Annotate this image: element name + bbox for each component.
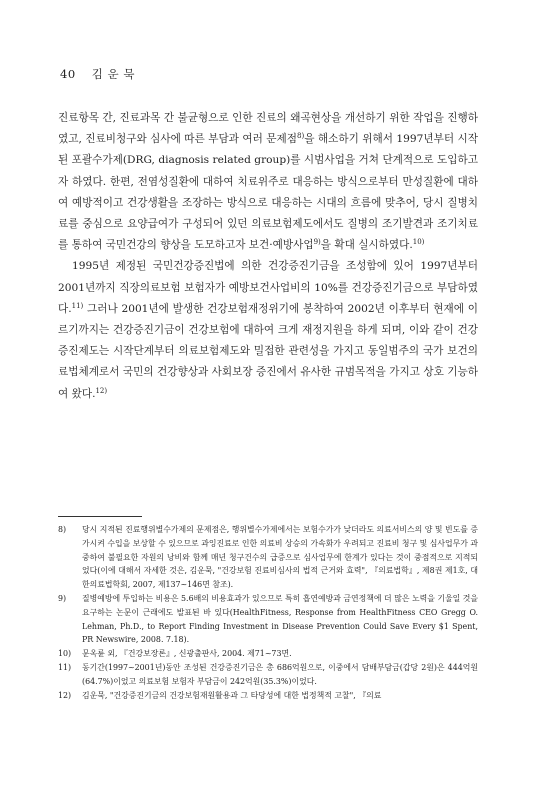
footnote-text: 당시 지적된 진료행위별수가제의 문제점은, 행위별수가제에서는 보험수가가 낮더라도 의료서비스의 양 및 빈도를 증가시켜 수입을 보상할 수 있으므로 과잉진료로 인한 의료비 상승의 가속화가 우려되고 진료비 청구 및 심사업무가 과중하여 불필요한 자원의 낭비와 함께 매년 청구건수의 급증으로 심사업무에 한계가 있다는 것이 중점적으로 지적되었다(이에 대해서 자세한 것은, 김운묵, "건강보험 진료비심사의 법적 근거와 효력", 『의료법학』, 제8권 제1호, 대한의료법학회, 2007, 제137~146면 참조). <box>82 525 478 590</box>
page-header <box>60 66 135 82</box>
paragraph-1 <box>58 108 478 256</box>
footnote-text: 김운묵, "건강증진기금의 건강보험재원활용과 그 타당성에 대한 법정책적 고찰", 『의료 <box>82 690 382 700</box>
footnote-ref-12: 12) <box>95 386 108 395</box>
footnote-ref-9: 9) <box>313 238 321 247</box>
footnote-12 <box>58 689 478 703</box>
p1-text-2: 을 해소하기 위해서 1997년부터 시작된 포괄수가제(DRG, diagnosis related group)를 시범사업을 거쳐 단계적으로 도입하고자 하였다. 한편, 전염성질환에 대하여 치료위주로 대응하는 방식으로부터 만성질환에 대하여 예방적이고 건강생활을 조장하는 방식으로 대응하는 시대의 흐름에 맞추어, 당시 질병치료를 중심으로 요양급여가 구성되어 있던 의료보험제도에서도 질병의 조기발견과 조기치료를 통하여 국민건강의 향상을 도모하고자 보건·예방사업 <box>58 133 478 252</box>
footnote-8 <box>58 523 478 592</box>
footnotes <box>58 523 478 702</box>
footnote-number: 9) <box>58 593 67 603</box>
p2-text-2: 그러나 2001년에 발생한 건강보험재정위기에 봉착하여 2002년 이후부터 현재에 이르기까지는 건강증진기금이 건강보험에 대하여 크게 재정지원을 하게 되며, 이와 같이 건강증진제도는 시작단계부터 의료보험제도와 밀접한 관련성을 가지고 동일범주의 국가 보건의료법체계로서 국민의 건강향상과 사회보장 증진에서 유사한 규범목적을 가지고 상호 기능하여 왔다. <box>58 302 478 400</box>
footnote-11 <box>58 661 478 689</box>
footnote-number: 8) <box>58 525 67 534</box>
footnote-text: 질병예방에 투입하는 비용은 5.6배의 비용효과가 있으므로 특히 흡연예방과 금연정책에 더 많은 노력을 기울일 것을 요구하는 논문이 근래에도 발표된 바 있다(HealthFitness, Response from HealthFitness CEO Gregg O. Lehman, Ph.D., to Report Finding Investment in Disease Prevention Could Save Every $1 Spent, PR Newswire, 2008. 7.18). <box>82 593 478 645</box>
paragraph-2 <box>58 256 478 404</box>
footnote-ref-11: 11) <box>71 301 84 310</box>
footnote-divider <box>58 516 142 517</box>
footnote-10 <box>58 647 478 661</box>
footnote-text: 동기간(1997~2001년)동안 조성된 건강증진기금은 총 686억원으로, 이중에서 담배부담금(갑당 2원)은 444억원(64.7%)이었고 의료보험 보험자 부담금이 242억원(35.3%)이었다. <box>82 662 478 686</box>
footnote-ref-8: 8) <box>297 132 305 141</box>
footnote-9 <box>58 592 478 647</box>
running-author: 김 운 묵 <box>91 67 135 81</box>
p1-text-3: 을 확대 실시하였다. <box>320 239 413 252</box>
page-number: 40 <box>60 67 76 81</box>
p1-text: 진료항목 간, 진료과목 간 불균형으로 인한 진료의 왜곡현상을 개선하기 위한 작업을 진행하였고, 진료비청구와 심사에 따른 부담과 여러 문제점 <box>58 112 478 146</box>
body-text <box>58 108 478 405</box>
footnote-number: 10) <box>58 649 72 659</box>
footnote-text: 문옥륜 외, 『건강보장론』, 신광출판사, 2004. 제71~73면. <box>82 649 292 659</box>
footnote-number: 12) <box>58 690 72 700</box>
p2-text: 1995년 제정된 국민건강증진법에 의한 건강증진기금을 조성함에 있어 1997년부터 2001년까지 직장의료보험 보험자가 예방보건사업비의 10%를 건강증진기금으로 부담하였다. <box>58 260 478 315</box>
footnote-number: 11) <box>58 662 72 672</box>
footnote-ref-10: 10) <box>412 238 425 247</box>
